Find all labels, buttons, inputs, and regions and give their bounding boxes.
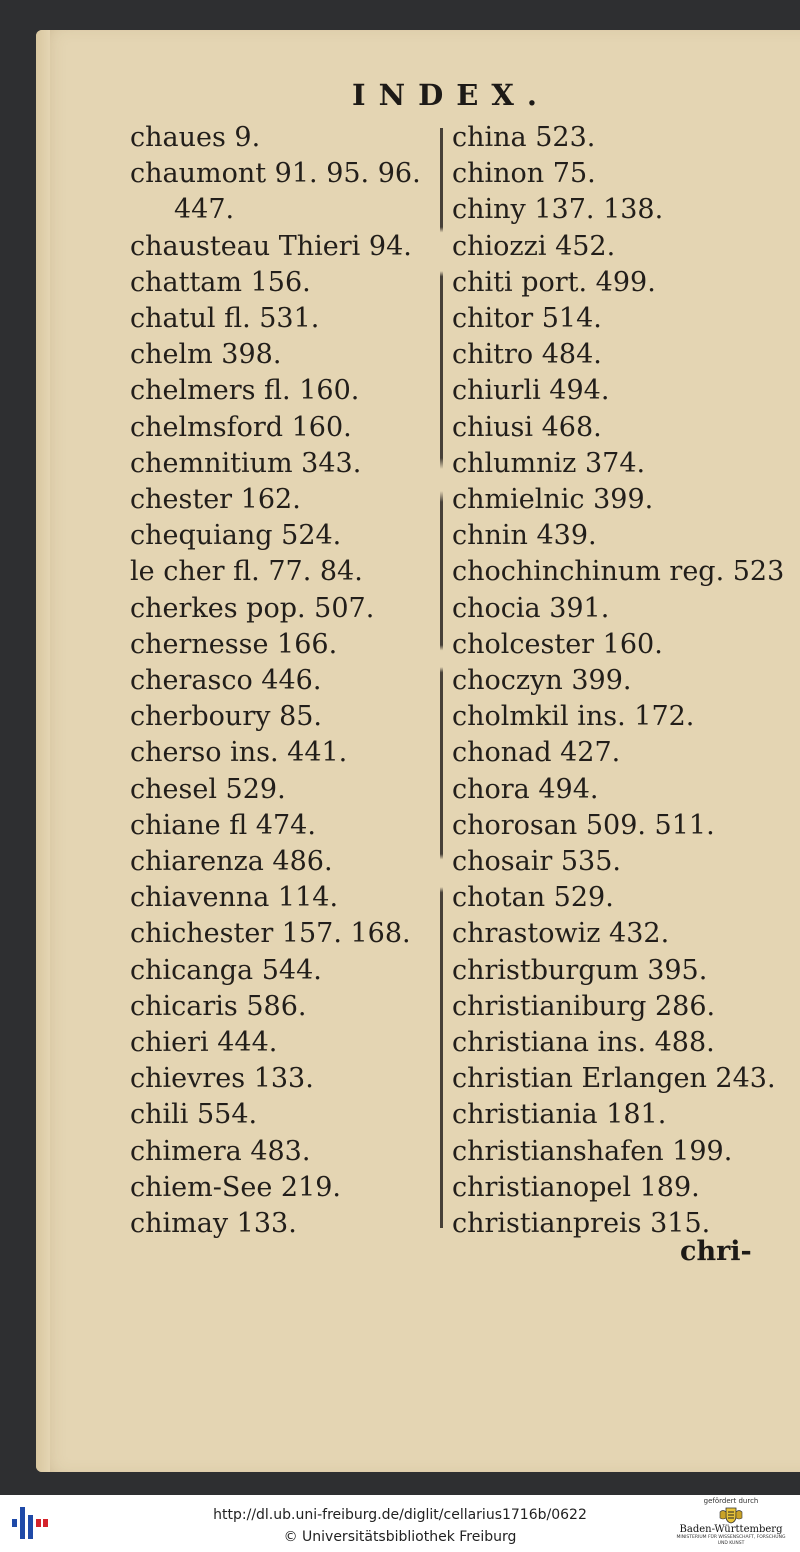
page-heading: INDEX. — [352, 78, 550, 112]
index-entry: christianpreis 315. — [452, 1208, 711, 1240]
index-entry: cherkes pop. 507. — [130, 592, 375, 624]
index-entry: chitor 514. — [452, 303, 602, 335]
index-entry: chiusi 468. — [452, 411, 602, 443]
index-entry: chelmsford 160. — [130, 411, 352, 443]
index-entry: chelmers fl. 160. — [130, 375, 360, 407]
index-entry: chiem-See 219. — [130, 1171, 342, 1203]
index-entry: christianopel 189. — [452, 1171, 700, 1203]
index-entry: chieri 444. — [130, 1027, 278, 1059]
index-entry: cholcester 160. — [452, 628, 663, 660]
index-entry: christianiburg 286. — [452, 990, 716, 1022]
index-entry: chievres 133. — [130, 1063, 314, 1095]
copyright-notice: © Universitätsbibliothek Freiburg — [283, 1529, 517, 1545]
index-entry: chichester 157. 168. — [130, 918, 411, 950]
index-entry: chocia 391. — [452, 592, 610, 624]
index-entry: chonad 427. — [452, 737, 621, 769]
sponsor-name: Baden-Württemberg — [679, 1524, 783, 1535]
index-entry: chattam 156. — [130, 266, 311, 298]
index-entry: chorosan 509. 511. — [452, 809, 715, 841]
index-entry: chemnitium 343. — [130, 447, 362, 479]
index-entry: chinon 75. — [452, 158, 596, 190]
state-crest-icon — [718, 1506, 744, 1524]
index-entry: chaues 9. — [130, 122, 261, 153]
index-entry: cherboury 85. — [130, 701, 323, 733]
index-entry: chili 554. — [130, 1099, 258, 1131]
index-entry: chicanga 544. — [130, 954, 322, 986]
index-entry: chiarenza 486. — [130, 846, 333, 878]
index-entry: choczyn 399. — [452, 665, 632, 697]
sponsor-label: gefördert durch — [703, 1497, 759, 1505]
catchword: chri- — [680, 1236, 752, 1267]
index-entry: chimay 133. — [130, 1208, 297, 1240]
index-entry: china 523. — [452, 122, 596, 153]
index-entry: chaumont 91. 95. 96. — [130, 158, 421, 190]
index-entry: 447. — [174, 194, 235, 226]
index-entry: chiane fl 474. — [130, 809, 316, 841]
index-column-right — [452, 120, 792, 1242]
viewer-footer — [0, 1495, 800, 1552]
index-entry: chrastowiz 432. — [452, 918, 670, 950]
permalink-url[interactable]: http://dl.ub.uni-freiburg.de/diglit/cellarius1716b/0622 — [213, 1507, 587, 1523]
index-entry: chiny 137. 138. — [452, 194, 664, 226]
index-entry: chicaris 586. — [130, 990, 307, 1022]
index-entry: chmielnic 399. — [452, 484, 654, 516]
index-entry: chausteau Thieri 94. — [130, 230, 412, 262]
index-entry: chelm 398. — [130, 339, 282, 371]
index-entry: chotan 529. — [452, 882, 614, 914]
page-edge — [36, 30, 50, 1472]
index-entry: chatul fl. 531. — [130, 303, 320, 335]
index-entry: chesel 529. — [130, 773, 286, 805]
index-entry: chiozzi 452. — [452, 230, 616, 262]
index-entry: christianshafen 199. — [452, 1135, 733, 1167]
index-entry: chosair 535. — [452, 846, 621, 878]
index-entry: chiavenna 114. — [130, 882, 339, 914]
index-entry: christiania 181. — [452, 1099, 667, 1131]
index-entry: chora 494. — [452, 773, 599, 805]
index-entry: christiana ins. 488. — [452, 1027, 715, 1059]
index-entry: chnin 439. — [452, 520, 597, 552]
index-entry: chochinchinum reg. 523 — [452, 556, 785, 588]
index-entry: chitro 484. — [452, 339, 602, 371]
index-column-left — [130, 120, 430, 1242]
index-entry: christian Erlangen 243. — [452, 1063, 776, 1095]
index-entry: chequiang 524. — [130, 520, 342, 552]
index-entry: chernesse 166. — [130, 628, 338, 660]
sponsor-ministry: MINISTERIUM FÜR WISSENSCHAFT, FORSCHUNG UND KUNST — [676, 1535, 786, 1546]
index-entry: chiti port. 499. — [452, 266, 656, 298]
index-entry: chiurli 494. — [452, 375, 610, 407]
index-entry: le cher fl. 77. 84. — [130, 556, 363, 588]
index-entry: cherso ins. 441. — [130, 737, 348, 769]
index-entry: christburgum 395. — [452, 954, 708, 986]
column-divider — [440, 128, 443, 1228]
index-entry: chester 162. — [130, 484, 301, 516]
index-entry: chlumniz 374. — [452, 447, 646, 479]
index-entry: cherasco 446. — [130, 665, 322, 697]
sponsor-badge[interactable] — [676, 1497, 786, 1551]
index-entry: cholmkil ins. 172. — [452, 701, 695, 733]
index-entry: chimera 483. — [130, 1135, 311, 1167]
